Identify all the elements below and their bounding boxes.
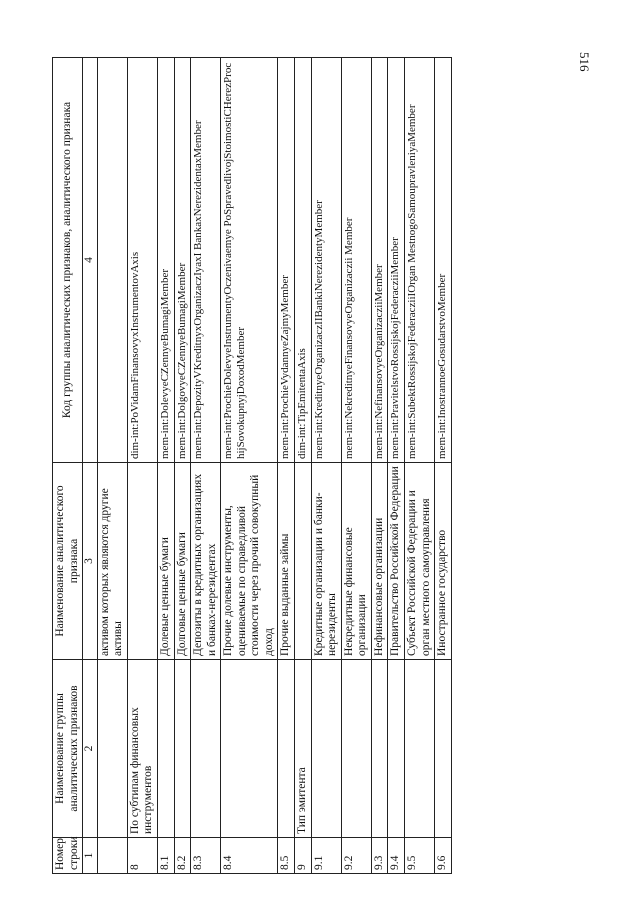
code-cell: mem-int:KreditnyeOrganizaczIIBankiNerezidentyMember [311, 58, 341, 463]
attribute-name-cell: Иностранное государство [435, 463, 452, 660]
table-row [311, 58, 341, 874]
group-name-cell [388, 660, 405, 838]
attribute-name-cell: Правительство Российской Федерации [388, 463, 405, 660]
row-number-cell: 8.2 [174, 838, 191, 874]
table-row [404, 58, 434, 874]
table-row [278, 58, 295, 874]
row-number-cell: 8.5 [278, 838, 295, 874]
group-name-cell [278, 660, 295, 838]
code-cell: mem-int:NekreditnyeFinansovyeOrganizaczii Member [341, 58, 371, 463]
table-body [97, 58, 451, 874]
row-number-cell: 9.4 [388, 838, 405, 874]
row-number-cell: 9.3 [371, 838, 388, 874]
attribute-name-cell: Нефинансовые организации [371, 463, 388, 660]
table-row [371, 58, 388, 874]
attribute-name-cell: Кредитные организации и банки-нерезиденты [311, 463, 341, 660]
code-cell: dim-int:TipEmitentaAxis [295, 58, 312, 463]
header-attribute-name: Наименование аналитического признака [53, 463, 83, 660]
column-number: 2 [83, 660, 98, 838]
code-cell: mem-int:SubektRossijskojFederacziiIOrgan MestnogoSamoupravleniyaMember [404, 58, 434, 463]
row-number-cell [97, 838, 127, 874]
row-number-cell: 9.2 [341, 838, 371, 874]
attribute-name-cell [295, 463, 312, 660]
code-cell: mem-int:DolevyeCZennyeBumagiMember [157, 58, 174, 463]
row-number-cell: 9 [295, 838, 312, 874]
row-number-cell: 8.4 [221, 838, 278, 874]
group-name-cell [435, 660, 452, 838]
group-name-cell [221, 660, 278, 838]
group-name-cell [157, 660, 174, 838]
table-row [127, 58, 157, 874]
header-row-number: Номер строки [53, 838, 83, 874]
code-cell: mem-int:ProchieVydannyeZajmyMember [278, 58, 295, 463]
header-code: Код группы аналитических признаков, аналитического признака [53, 58, 83, 463]
group-name-cell [371, 660, 388, 838]
code-cell: dim-int:PoVidamFinansovyxInstrumentovAxis [127, 58, 157, 463]
attribute-name-cell: Некредитные финансовые организации [341, 463, 371, 660]
column-number: 1 [83, 838, 98, 874]
row-number-cell: 8.3 [191, 838, 221, 874]
group-name-cell [97, 660, 127, 838]
page-number: 516 [577, 52, 592, 72]
table-row [388, 58, 405, 874]
group-name-cell [404, 660, 434, 838]
group-name-cell [341, 660, 371, 838]
row-number-cell: 8 [127, 838, 157, 874]
group-name-cell: Тип эмитента [295, 660, 312, 838]
table-row [435, 58, 452, 874]
header-group-name: Наименование группы аналитических признаков [53, 660, 83, 838]
code-cell: mem-int:PravitelstvoRossijskojFederacziiMember [388, 58, 405, 463]
column-number: 3 [83, 463, 98, 660]
table-row [191, 58, 221, 874]
attribute-name-cell: активом которых являются другие активы [97, 463, 127, 660]
table-row [157, 58, 174, 874]
attribute-name-cell: Прочие долевые инструменты, оцениваемые по справедливой стоимости через прочий совокупный доход [221, 463, 278, 660]
table-row [97, 58, 127, 874]
code-cell: mem-int:NefinansovyeOrganizacziiMember [371, 58, 388, 463]
code-cell: mem-int:ProchieDolevyeInstrumentyOczenivaemye PoSpravedlivojStoimostiCHerezProchijSovokupnyjDoxodMember [221, 58, 278, 463]
group-name-cell [311, 660, 341, 838]
code-cell [97, 58, 127, 463]
table-row [295, 58, 312, 874]
attribute-name-cell: Долговые ценные бумаги [174, 463, 191, 660]
table-row [341, 58, 371, 874]
code-cell: mem-int:DepozityVKreditnyxOrganizaczIyaxI BankaxNerezidentaxMember [191, 58, 221, 463]
row-number-cell: 8.1 [157, 838, 174, 874]
row-number-cell: 9.6 [435, 838, 452, 874]
attribute-name-cell: Субъект Российской Федерации и орган местного самоуправления [404, 463, 434, 660]
group-name-cell [174, 660, 191, 838]
group-name-cell [191, 660, 221, 838]
attribute-name-cell [127, 463, 157, 660]
header-row [53, 58, 83, 874]
document-table-container [52, 58, 449, 874]
attribute-name-cell: Прочие выданные займы [278, 463, 295, 660]
code-cell: mem-int:InostrannoeGosudarstvoMember [435, 58, 452, 463]
table-row [174, 58, 191, 874]
analytic-attributes-table [52, 57, 452, 874]
column-number: 4 [83, 58, 98, 463]
table-row [221, 58, 278, 874]
attribute-name-cell: Депозиты в кредитных организациях и банках-нерезидентах [191, 463, 221, 660]
row-number-cell: 9.1 [311, 838, 341, 874]
attribute-name-cell: Долевые ценные бумаги [157, 463, 174, 660]
column-number-row [83, 58, 98, 874]
row-number-cell: 9.5 [404, 838, 434, 874]
code-cell: mem-int:DolgovyeCZennyeBumagiMember [174, 58, 191, 463]
group-name-cell: По субтипам финансовых инструментов [127, 660, 157, 838]
